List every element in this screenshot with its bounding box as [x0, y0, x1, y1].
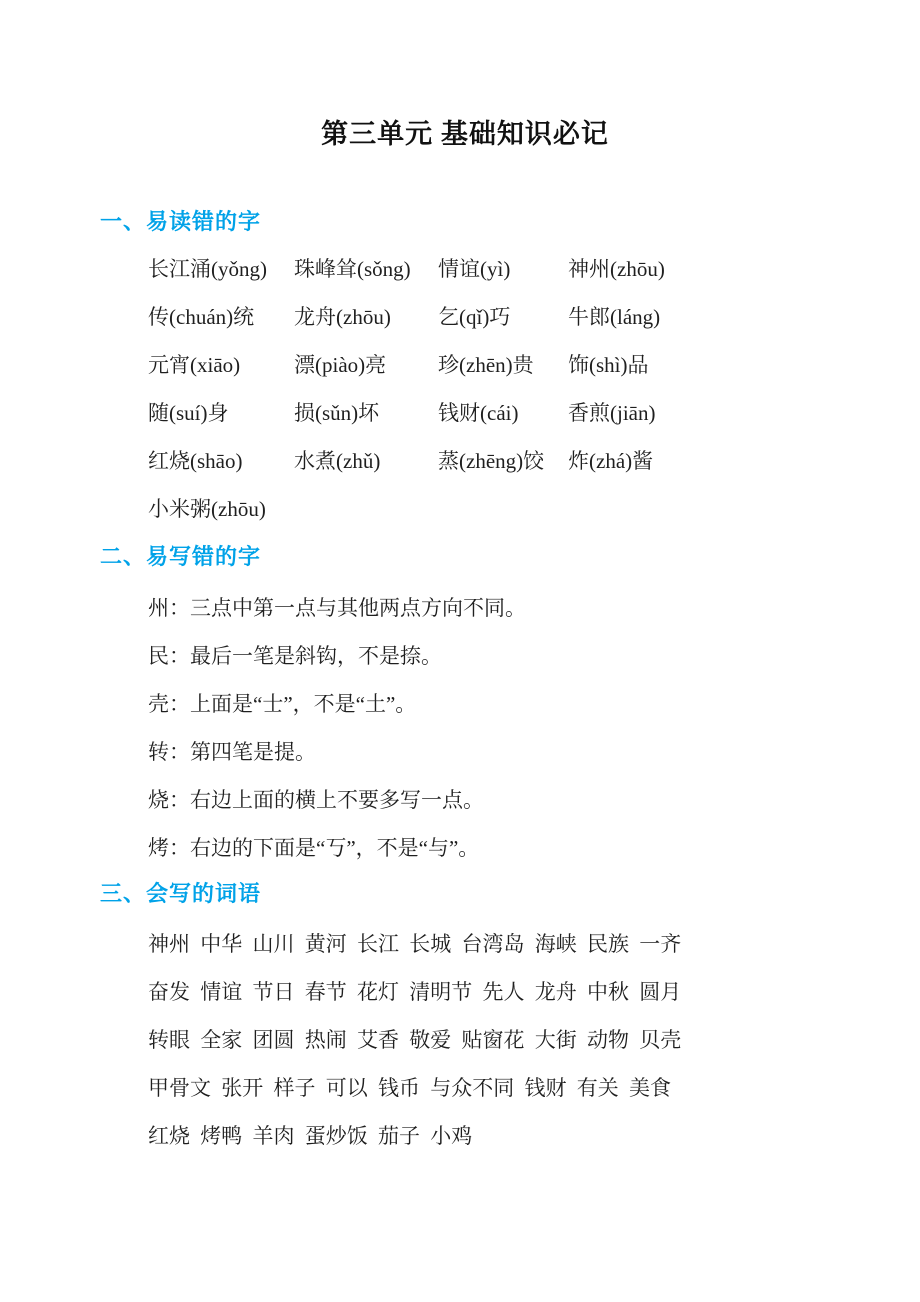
word-entry: 元宵(xiāo) [148, 353, 241, 377]
word-entry: 漂(piào)亮 [294, 353, 387, 377]
section-easy-misread-characters [100, 208, 830, 532]
writable-words-list [148, 920, 830, 1160]
word-list-line: 转眼 全家 团圆 热闹 艾香 敬爱 贴窗花 大街 动物 贝壳 [148, 1028, 682, 1052]
section-heading-easy-miswrite: 二、易写错的字 [100, 544, 262, 569]
word-entry: 水煮(zhǔ) [294, 449, 381, 473]
word-entry: 损(sǔn)坏 [294, 401, 380, 425]
stroke-note-line: 烧：右边上面的横上不要多写一点。 [148, 788, 484, 812]
word-entry: 珠峰耸(sǒng) [294, 257, 411, 281]
word-entry: 珍(zhēn)贵 [438, 353, 534, 377]
word-entry: 蒸(zhēng)饺 [438, 449, 545, 473]
word-entry: 小米粥(zhōu) [148, 497, 266, 521]
word-entry: 钱财(cái) [438, 401, 519, 425]
word-list-line: 红烧 烤鸭 羊肉 蛋炒饭 茄子 小鸡 [148, 1124, 473, 1148]
word-list-line: 甲骨文 张开 样子 可以 钱币 与众不同 钱财 有关 美食 [148, 1076, 671, 1100]
stroke-note-line: 烤：右边的下面是“丂”，不是“与”。 [148, 836, 480, 860]
stroke-note-line: 民：最后一笔是斜钩，不是捺。 [148, 644, 442, 668]
section-easy-miswrite-characters [100, 543, 830, 872]
word-entry: 乞(qǐ)巧 [438, 305, 511, 329]
miswrite-notes-list [148, 584, 830, 872]
word-entry: 牛郎(láng) [568, 305, 661, 329]
pinyin-row [148, 388, 830, 436]
misread-words-grid [148, 244, 830, 532]
word-list-line: 神州 中华 山川 黄河 长江 长城 台湾岛 海峡 民族 一齐 [148, 932, 682, 956]
word-entry: 炸(zhá)酱 [568, 449, 654, 473]
word-entry: 神州(zhōu) [568, 257, 665, 281]
section-writable-words [100, 880, 830, 1160]
pinyin-row [148, 244, 830, 292]
document-title: 第三单元 基础知识必记 [321, 119, 609, 149]
stroke-note-line: 转：第四笔是提。 [148, 740, 316, 764]
word-entry: 随(suí)身 [148, 401, 229, 425]
pinyin-row [148, 436, 830, 484]
stroke-note-line: 州：三点中第一点与其他两点方向不同。 [148, 596, 526, 620]
word-entry: 长江涌(yǒng) [148, 257, 267, 281]
pinyin-row [148, 484, 830, 532]
word-entry: 情谊(yì) [438, 257, 511, 281]
word-list-line: 奋发 情谊 节日 春节 花灯 清明节 先人 龙舟 中秋 圆月 [148, 980, 682, 1004]
word-entry: 饰(shì)品 [568, 353, 649, 377]
word-entry: 香煎(jiān) [568, 401, 656, 425]
word-entry: 龙舟(zhōu) [294, 305, 391, 329]
stroke-note-line: 壳：上面是“士”，不是“土”。 [148, 692, 417, 716]
section-heading-writable-words: 三、会写的词语 [100, 881, 262, 906]
pinyin-row [148, 292, 830, 340]
pinyin-row [148, 340, 830, 388]
word-entry: 红烧(shāo) [148, 449, 243, 473]
section-heading-easy-misread: 一、易读错的字 [100, 209, 262, 234]
word-entry: 传(chuán)统 [148, 305, 255, 329]
